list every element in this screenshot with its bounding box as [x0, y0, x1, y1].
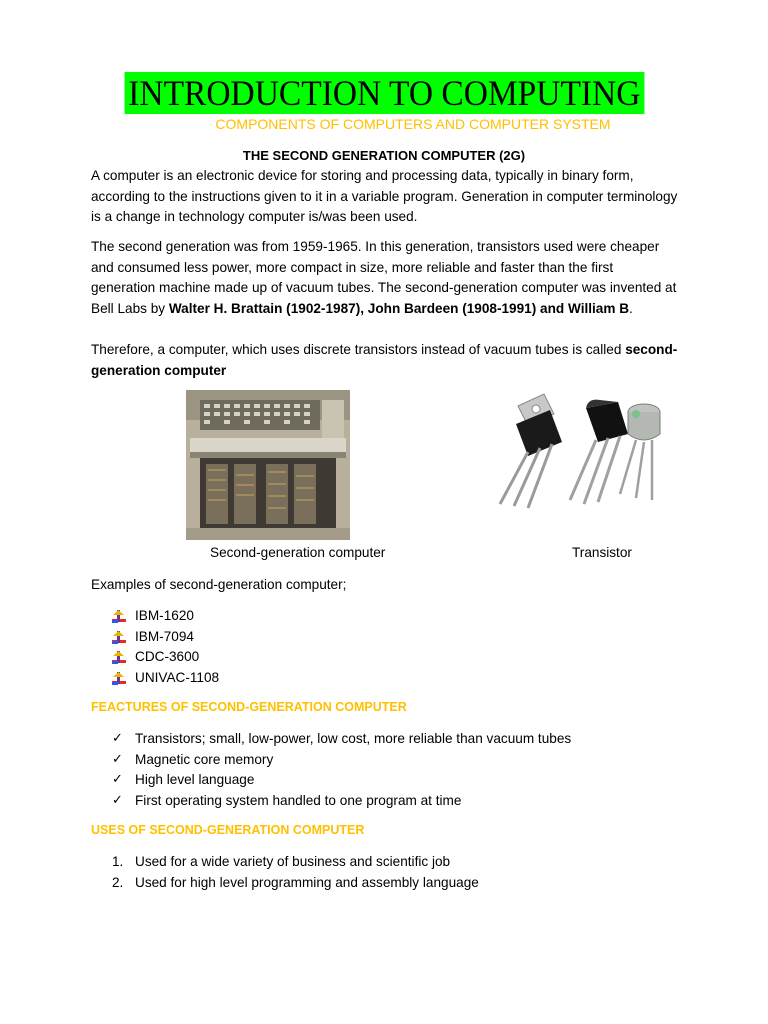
inventors-text: Walter H. Brattain (1902-1987), John Bardeen (1908-1991) and William B [168, 301, 630, 317]
example-label: UNIVAC-1108 [135, 669, 220, 685]
list-item [112, 770, 571, 791]
features-list [112, 729, 571, 811]
title-block [0, 72, 768, 114]
use-label: Used for a wide variety of business and scientific job [135, 854, 451, 869]
computer-caption: Second-generation computer [210, 545, 386, 560]
history-end: . [629, 301, 633, 317]
second-generation-computer-image [186, 390, 350, 540]
checkmark-icon: ✓ [112, 731, 123, 746]
list-item [112, 750, 571, 771]
uses-heading: USES OF SECOND-GENERATION COMPUTER [91, 823, 365, 837]
bullet-arrow-icon [112, 610, 126, 623]
use-label: Used for high level programming and assembly language [135, 874, 479, 890]
list-item [112, 729, 571, 750]
feature-label: Transistors; small, low-power, low cost, more reliable than vacuum tubes [135, 731, 572, 746]
list-item [112, 606, 219, 627]
history-paragraph [91, 237, 681, 320]
history-text: The second generation was from 1959-1965. In this generation, transistors used were cheaper and consumed less power, more compact in size, more reliable and faster than the first generation machine made up of vacuum tubes. The second-generation computer was invented at Bell Labs by [91, 239, 677, 317]
transistor-caption: Transistor [572, 545, 632, 560]
list-number: 2. [112, 874, 124, 890]
checkmark-icon: ✓ [112, 751, 123, 767]
list-item [112, 852, 479, 873]
bullet-arrow-icon [112, 631, 126, 644]
definition-paragraph [91, 340, 681, 381]
intro-paragraph: A computer is an electronic device for storing and processing data, typically in binary form, according to the instructions given to it in a variable program. Generation in computer terminology is a change in technology computer is/was been used. [91, 168, 678, 225]
example-label: CDC-3600 [135, 649, 200, 664]
features-heading: FEACTURES OF SECOND-GENERATION COMPUTER [91, 700, 407, 714]
list-item [112, 791, 571, 812]
bullet-arrow-icon [112, 672, 126, 685]
transistor-image [488, 384, 668, 524]
examples-list [112, 606, 219, 688]
feature-label: Magnetic core memory [135, 751, 274, 767]
list-item [112, 668, 219, 689]
definition-text: Therefore, a computer, which uses discrete transistors instead of vacuum tubes is called [91, 342, 626, 357]
list-number: 1. [112, 854, 124, 869]
definition-term: second-generation computer [91, 342, 678, 378]
feature-label: First operating system handled to one program at time [135, 792, 462, 808]
section-title: THE SECOND GENERATION COMPUTER (2G) [242, 148, 526, 163]
checkmark-icon: ✓ [112, 792, 123, 808]
checkmark-icon: ✓ [112, 772, 123, 787]
bullet-arrow-icon [112, 651, 126, 664]
document-title: INTRODUCTION TO COMPUTING [124, 72, 644, 114]
examples-intro: Examples of second-generation computer; [91, 577, 347, 592]
document-subtitle: COMPONENTS OF COMPUTERS AND COMPUTER SYSTEM [215, 116, 611, 132]
list-item [112, 647, 219, 668]
example-label: IBM-7094 [135, 628, 194, 644]
list-item [112, 627, 219, 648]
uses-list [112, 852, 479, 893]
example-label: IBM-1620 [135, 608, 194, 623]
list-item [112, 873, 479, 894]
feature-label: High level language [135, 772, 255, 787]
